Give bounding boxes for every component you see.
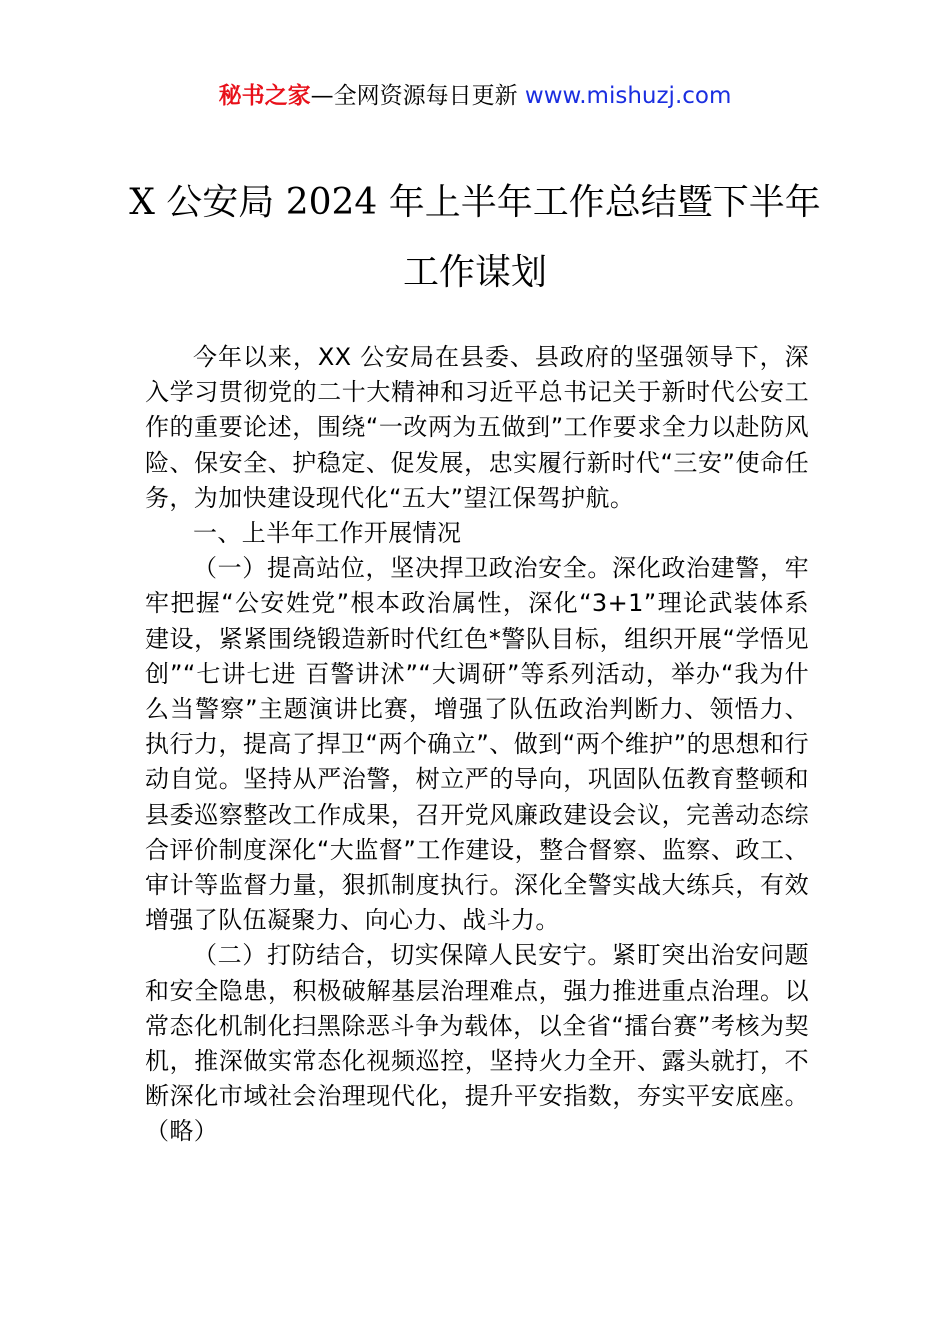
- document-body: [145, 340, 809, 1150]
- body-paragraph: （一）提高站位，坚决捍卫政治安全。深化政治建警，牢牢把握“公安姓党”根本政治属性，深化“3+1”理论武装体系建设，紧紧围绕锻造新时代红色*警队目标，组织开展“学悟见创”“七讲七进 百警讲沭”“大调研”等系列活动，举办“我为什么当警察”主题演讲比赛，增强了队伍政治判断力、领悟力、执行力，提高了捍卫“两个确立”、做到“两个维护”的思想和行动自觉。坚持从严治警，树立严的导向，巩固队伍教育整顿和县委巡察整改工作成果，召开党风廉政建设会议，完善动态综合评价制度深化“大监督”工作建设，整合督察、监察、政工、审计等监督力量，狠抓制度执行。深化全警实战大练兵，有效增强了队伍凝聚力、向心力、战斗力。: [145, 554, 809, 935]
- document-title: [0, 168, 950, 308]
- section-heading: 一、上半年工作开展情况: [193, 519, 462, 548]
- site-url-link[interactable]: www.mishuzj.com: [524, 83, 732, 109]
- intro-paragraph: 今年以来，XX 公安局在县委、县政府的坚强领导下，深入学习贯彻党的二十大精神和习近平总书记关于新时代公安工作的重要论述，围绕“一改两为五做到”工作要求全力以赴防风险、保安全、护稳定、促发展，忠实履行新时代“三安”使命任务，为加快建设现代化“五大”望江保驾护航。: [145, 343, 809, 512]
- title-line-2: 工作谋划: [402, 252, 547, 293]
- site-brand: 秘书之家: [218, 83, 311, 109]
- title-line-1: X 公安局 2024 年上半年工作总结暨下半年: [129, 182, 821, 223]
- body-paragraph: （二）打防结合，切实保障人民安宁。紧盯突出治安问题和安全隐患，积极破解基层治理难点，强力推进重点治理。以常态化机制化扫黑除恶斗争为载体，以全省“擂台赛”考核为契机，推深做实常态化视频巡控，坚持火力全开、露头就打，不断深化市域社会治理现代化，提升平安指数，夯实平安底座。（略）: [145, 941, 809, 1146]
- site-tagline: —全网资源每日更新: [310, 83, 525, 109]
- site-header: [0, 80, 950, 112]
